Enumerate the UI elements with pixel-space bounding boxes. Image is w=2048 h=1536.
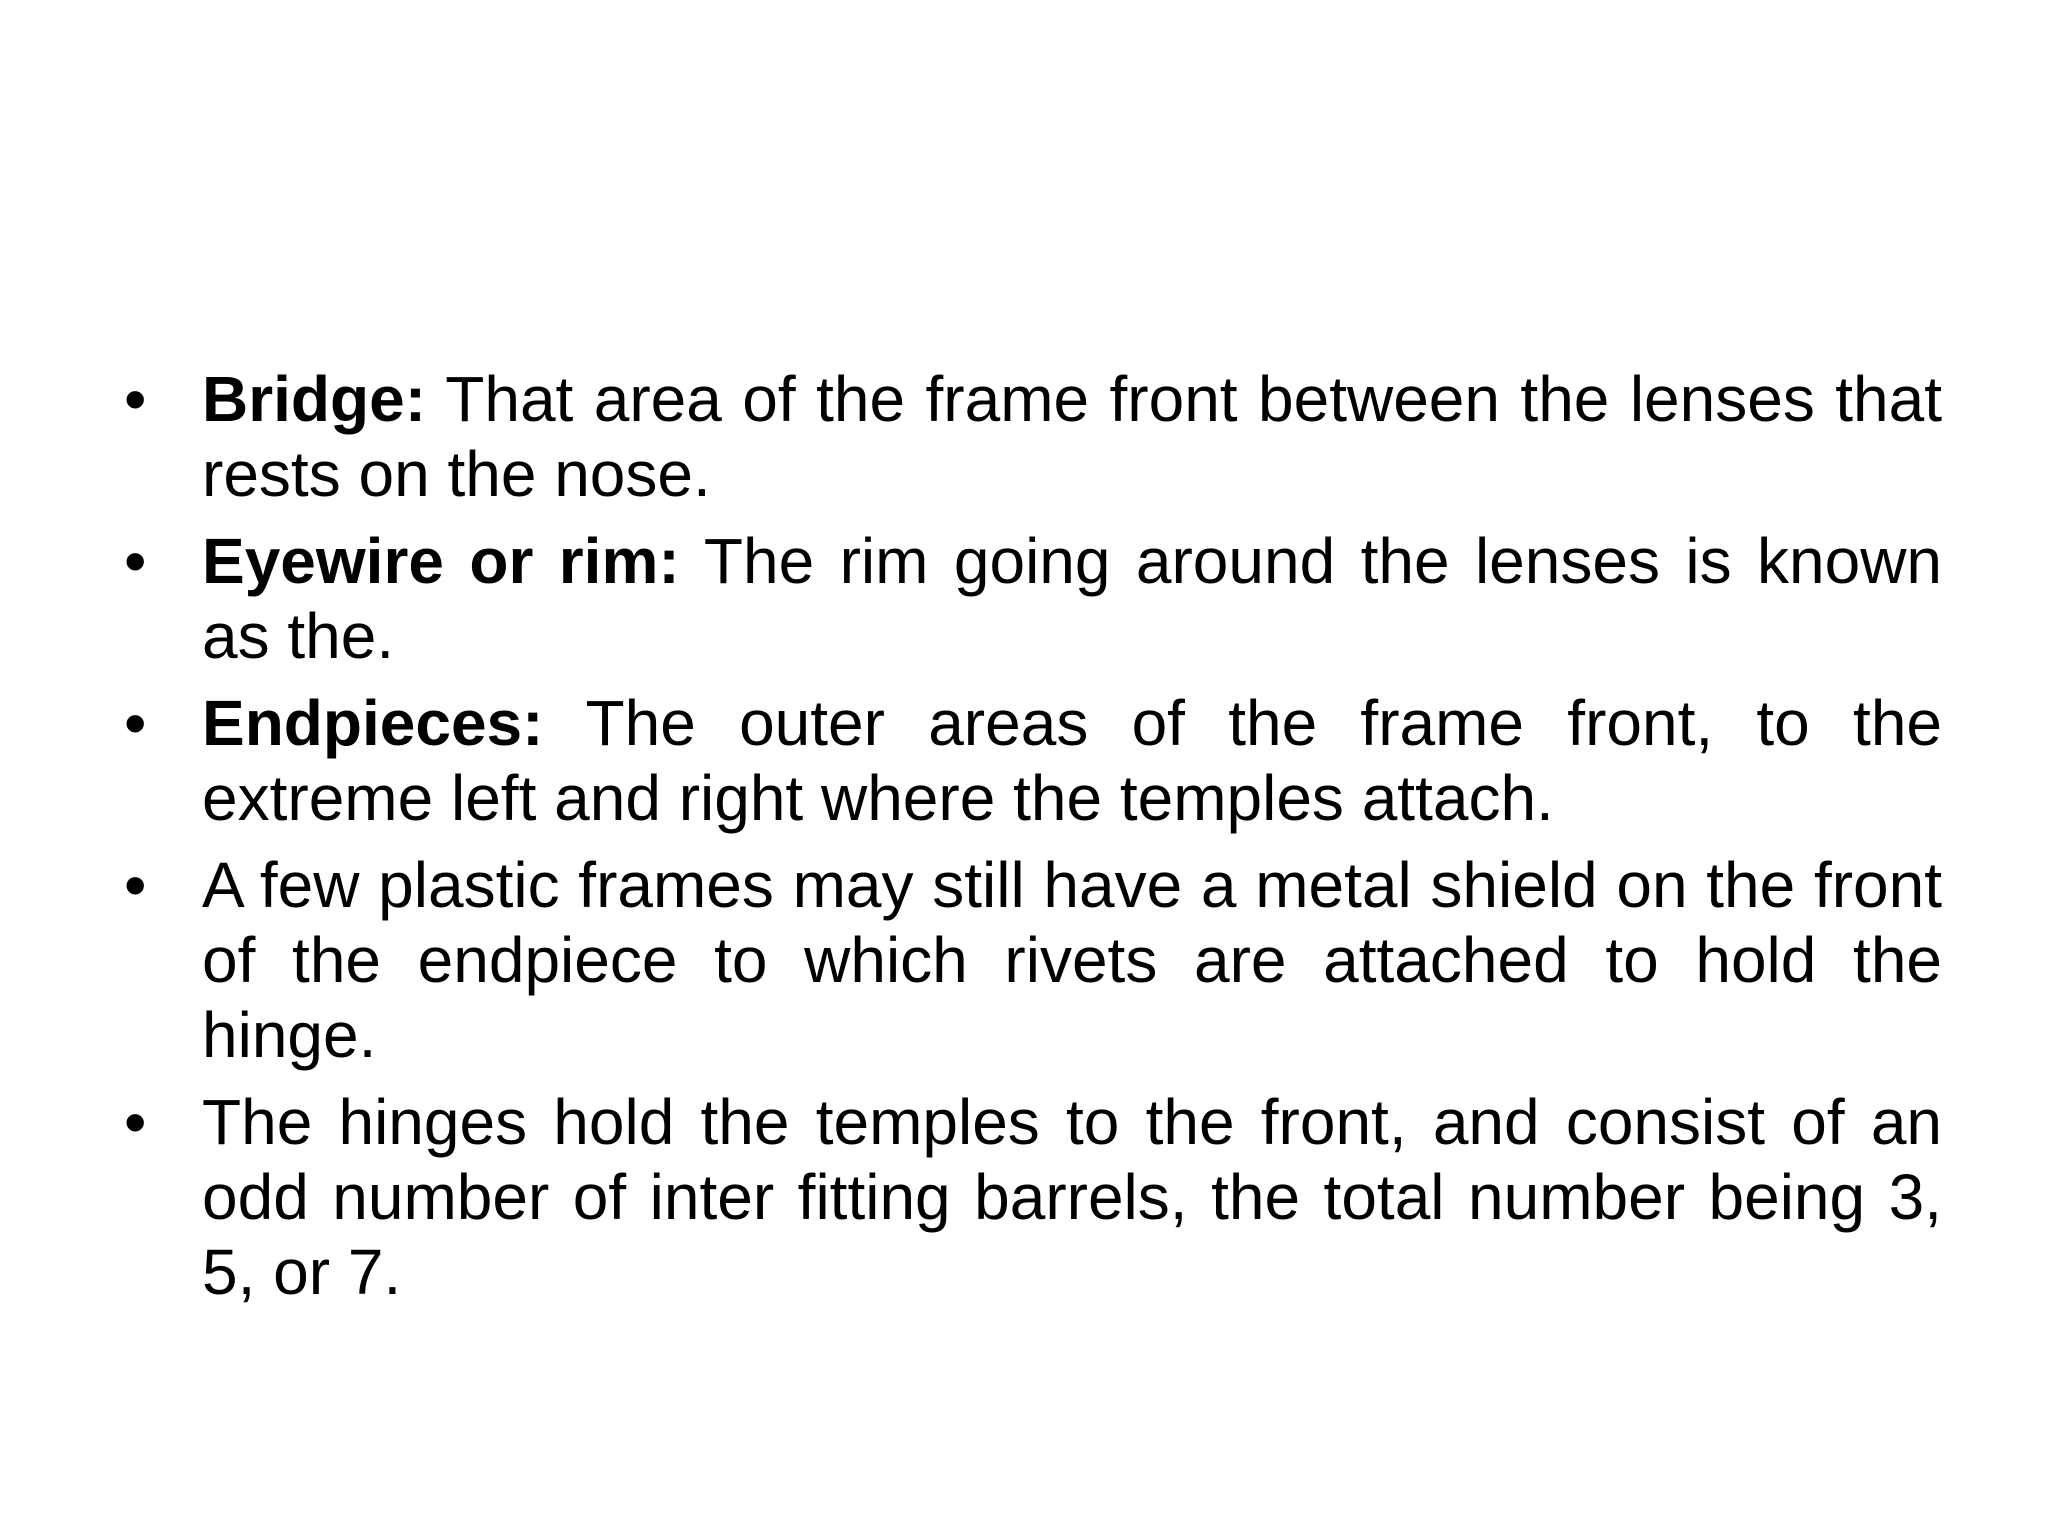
bullet-icon: • [124, 1086, 147, 1158]
bullet-term: Eyewire or rim: [202, 525, 680, 597]
bullet-text: That area of the frame front between the lenses that rests on the nose. [202, 363, 1942, 510]
bullet-item-hinges [124, 1085, 1942, 1310]
bullet-item-endpieces [124, 686, 1942, 836]
bullet-icon: • [124, 525, 147, 597]
bullet-icon: • [124, 687, 147, 759]
bullet-item-eyewire [124, 524, 1942, 674]
bullet-list [124, 362, 1942, 1322]
bullet-term: Bridge: [202, 363, 426, 435]
bullet-text: The hinges hold the temples to the front, and consist of an odd number of inter fitting barrels, the total number being 3, 5, or 7. [202, 1086, 1942, 1308]
bullet-icon: • [124, 363, 147, 435]
bullet-text: The rim going around the lenses is known as the. [202, 525, 1943, 672]
bullet-text: The outer areas of the frame front, to the extreme left and right where the temples attach. [202, 687, 1942, 834]
bullet-icon: • [124, 849, 147, 921]
bullet-text: A few plastic frames may still have a metal shield on the front of the endpiece to which rivets are attached to hold the hinge. [202, 849, 1942, 1071]
bullet-item-plastic-frames [124, 848, 1942, 1073]
bullet-term: Endpieces: [202, 687, 544, 759]
bullet-item-bridge [124, 362, 1942, 512]
